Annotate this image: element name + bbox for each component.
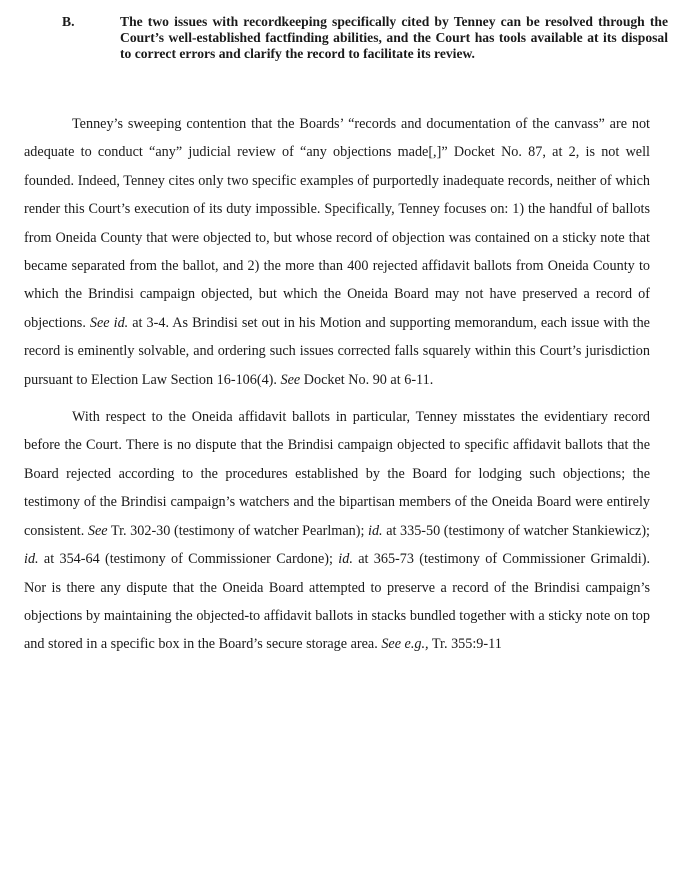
paragraph-2-text: at 365-73 (testimony of Commissioner Grimaldi). Nor is there any dispute that the Oneida Board attempted to preserve a record of the Brindisi campaign’s objections by maintaining the objected-to affidavit ballots in stacks bundled together with a sticky note on top and stored in a specific box in the Board’s secure storage area.	[24, 551, 650, 653]
citation-see-id: See id.	[89, 314, 129, 331]
paragraph-2-text: Tr. 355:9-11	[428, 636, 502, 653]
paragraph-2-text: at 335-50 (testimony of watcher Stankiewicz);	[382, 522, 650, 539]
paragraph-2-text: With respect to the Oneida affidavit ballots in particular, Tenney misstates the evidentiary record before the Court. There is no dispute that the Brindisi campaign objected to specific affidavit ballots that the Board rejected according to the procedures established by the Board for lodging such objections; the testimony of the Brindisi campaign’s watchers and the bipartisan members of the Oneida Board were entirely consistent.	[24, 409, 650, 539]
citation-id: id.	[24, 551, 39, 568]
paragraph-1-text: Tenney’s sweeping contention that the Boards’ “records and documentation of the canvass” are not adequate to conduct “any” judicial review of “any objections made[,]” Docket No. 87, at 2, is not well founded. Indeed, Tenney cites only two specific examples of purportedly inadequate records, neither of which render this Court’s execution of its duty impossible. Specifically, Tenney focuses on: 1) the handful of ballots from Oneida County that were objected to, but whose record of objection was contained on a sticky note that became separated from the ballot, and 2) the more than 400 rejected affidavit ballots from Oneida County to which the Brindisi campaign objected, but which the Oneida Board may not have preserved a record of objections.	[24, 116, 650, 331]
paragraph-1-text: at 3-4. As Brindisi set out in his Motion and supporting memorandum, each issue with the record is eminently solvable, and ordering such issues corrected falls squarely within this Court’s jurisdiction pursuant to Election Law Section 16-106(4).	[24, 314, 650, 388]
body-text	[24, 110, 650, 659]
paragraph-1-text: Docket No. 90 at 6-11.	[300, 371, 434, 388]
paragraph-1	[24, 110, 650, 394]
paragraph-2	[24, 403, 650, 659]
citation-see: See	[87, 522, 108, 539]
section-heading-text: The two issues with recordkeeping specifically cited by Tenney can be resolved through the Court’s well-established factfinding abilities, and the Court has tools available at its disposal to correct errors and clarify the record to facilitate its review.	[120, 14, 668, 61]
citation-id: id.	[368, 522, 383, 539]
section-letter: B.	[62, 14, 75, 29]
citation-see: See	[280, 371, 301, 388]
citation-see-eg: See e.g.,	[381, 636, 429, 653]
paragraph-2-text: at 354-64 (testimony of Commissioner Cardone);	[38, 551, 339, 568]
citation-id: id.	[338, 551, 353, 568]
paragraph-2-text: Tr. 302-30 (testimony of watcher Pearlman);	[107, 522, 368, 539]
